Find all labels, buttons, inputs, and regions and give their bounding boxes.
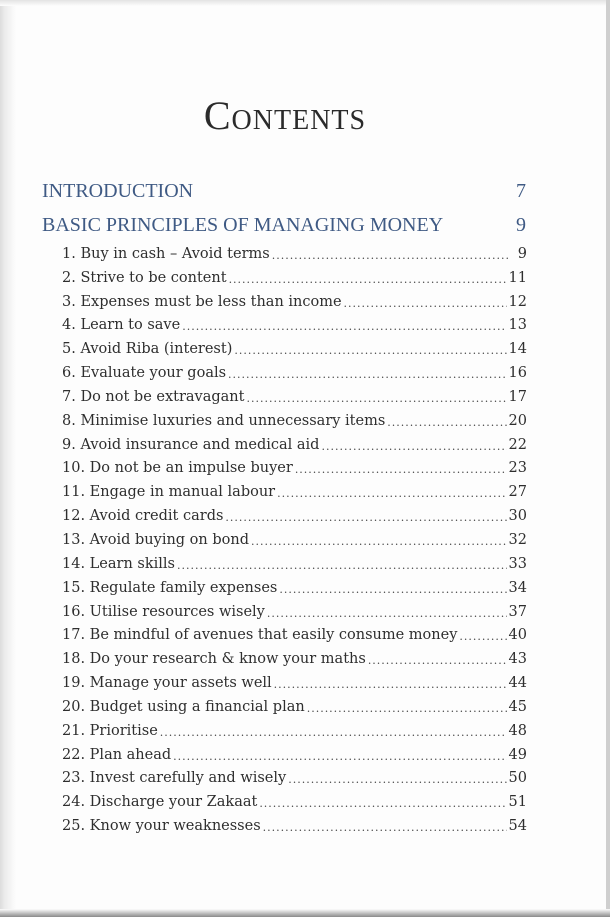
section-title: INTRODUCTION xyxy=(42,180,194,202)
toc-leader-dots xyxy=(229,272,507,288)
toc-entry xyxy=(62,788,527,812)
toc-entry-page: 17 xyxy=(508,388,527,405)
toc-entry xyxy=(62,741,527,765)
toc-entry-label: 10. Do not be an impulse buyer xyxy=(62,460,293,477)
toc-entry-label: 8. Minimise luxuries and unnecessary items xyxy=(62,412,386,429)
page-title: Contents xyxy=(203,93,367,138)
toc-entry xyxy=(62,264,527,288)
toc-entry xyxy=(62,526,527,550)
toc-entry xyxy=(62,645,527,669)
section-title: BASIC PRINCIPLES OF MANAGING MONEY xyxy=(42,214,444,236)
toc-leader-dots xyxy=(321,439,506,455)
toc-entry-page: 40 xyxy=(508,627,527,644)
toc-entry-page: 34 xyxy=(508,579,527,596)
toc-entry-page: 48 xyxy=(508,722,527,739)
toc-leader-dots xyxy=(263,820,507,836)
toc-entry-page: 50 xyxy=(508,770,527,787)
toc-entry xyxy=(62,359,527,383)
toc-leader-dots xyxy=(274,677,507,693)
toc-entry-page: 27 xyxy=(508,484,527,501)
toc-entry-page: 9 xyxy=(517,245,527,262)
toc-entry-label: 19. Manage your assets well xyxy=(62,675,272,692)
toc-entry xyxy=(62,765,527,789)
section-basic-principles xyxy=(42,214,526,242)
toc-entry-page: 11 xyxy=(508,269,527,286)
toc-leader-dots xyxy=(177,558,507,574)
toc-entry-page: 51 xyxy=(508,794,527,811)
toc-entry xyxy=(62,478,527,502)
toc-leader-dots xyxy=(267,606,507,622)
toc-entry-page: 44 xyxy=(508,675,527,692)
toc-leader-dots xyxy=(279,582,506,598)
toc-entry-label: 6. Evaluate your goals xyxy=(62,365,227,382)
toc-entry-label: 12. Avoid credit cards xyxy=(62,508,224,525)
toc-leader-dots xyxy=(234,343,506,359)
section-page-number: 7 xyxy=(516,180,526,202)
section-page-number: 9 xyxy=(516,214,526,236)
toc-entry xyxy=(62,812,527,836)
toc-leader-dots xyxy=(277,486,506,502)
toc-entry xyxy=(62,502,527,526)
toc-entry-page: 16 xyxy=(508,365,527,382)
toc-leader-dots xyxy=(288,772,506,788)
toc-entry xyxy=(62,598,527,622)
page-edge-top xyxy=(0,0,610,6)
toc-leader-dots xyxy=(272,248,511,264)
page-edge-right xyxy=(606,0,610,917)
toc-leader-dots xyxy=(160,725,507,741)
toc-entry xyxy=(62,312,527,336)
toc-entry-page: 22 xyxy=(508,436,527,453)
toc-entry-label: 1. Buy in cash – Avoid terms xyxy=(62,245,270,262)
toc-entry-label: 22. Plan ahead xyxy=(62,746,172,763)
toc-entry-page: 45 xyxy=(508,698,527,715)
toc-entry xyxy=(62,383,527,407)
toc-entry xyxy=(62,574,527,598)
toc-entry-label: 11. Engage in manual labour xyxy=(62,484,276,501)
toc-entry-page: 13 xyxy=(508,317,527,334)
section-introduction xyxy=(42,180,526,208)
toc-entry xyxy=(62,335,527,359)
toc-leader-dots xyxy=(259,796,506,812)
toc-leader-dots xyxy=(225,510,506,526)
toc-leader-dots xyxy=(246,391,506,407)
toc-entry xyxy=(62,550,527,574)
toc-entry-label: 18. Do your research & know your maths xyxy=(62,651,366,668)
toc-leader-dots xyxy=(368,653,507,669)
toc-entry-page: 54 xyxy=(508,818,527,835)
toc-entry xyxy=(62,407,527,431)
toc-entry-page: 20 xyxy=(508,412,527,429)
toc-entry-label: 3. Expenses must be less than income xyxy=(62,293,342,310)
toc-entry-label: 15. Regulate family expenses xyxy=(62,579,278,596)
toc-entry xyxy=(62,240,527,264)
toc-entry xyxy=(62,288,527,312)
toc-leader-dots xyxy=(459,629,506,645)
toc-entry xyxy=(62,693,527,717)
toc-entry-page: 12 xyxy=(508,293,527,310)
toc-entry xyxy=(62,622,527,646)
toc-entry-label: 20. Budget using a financial plan xyxy=(62,698,305,715)
toc-entry xyxy=(62,455,527,479)
toc-entry-page: 43 xyxy=(508,651,527,668)
toc-entry-page: 37 xyxy=(508,603,527,620)
toc-entry-label: 21. Prioritise xyxy=(62,722,158,739)
toc-list xyxy=(62,240,527,836)
toc-entry-label: 7. Do not be extravagant xyxy=(62,388,245,405)
toc-entry-label: 23. Invest carefully and wisely xyxy=(62,770,287,787)
toc-entry-label: 2. Strive to be content xyxy=(62,269,227,286)
toc-leader-dots xyxy=(307,701,507,717)
toc-entry xyxy=(62,669,527,693)
toc-entry xyxy=(62,431,527,455)
toc-entry-label: 14. Learn skills xyxy=(62,555,175,572)
toc-leader-dots xyxy=(344,296,507,312)
toc-entry xyxy=(62,717,527,741)
toc-entry-label: 16. Utilise resources wisely xyxy=(62,603,265,620)
toc-entry-label: 25. Know your weaknesses xyxy=(62,818,261,835)
toc-leader-dots xyxy=(295,462,507,478)
toc-leader-dots xyxy=(387,415,506,431)
toc-entry-label: 24. Discharge your Zakaat xyxy=(62,794,258,811)
toc-entry-page: 23 xyxy=(508,460,527,477)
toc-entry-page: 30 xyxy=(508,508,527,525)
page-edge-bottom xyxy=(0,909,610,917)
toc-entry-label: 9. Avoid insurance and medical aid xyxy=(62,436,320,453)
toc-entry-label: 17. Be mindful of avenues that easily consume money xyxy=(62,627,458,644)
toc-entry-page: 32 xyxy=(508,531,527,548)
toc-entry-page: 49 xyxy=(508,746,527,763)
toc-entry-label: 13. Avoid buying on bond xyxy=(62,531,249,548)
toc-entry-label: 4. Learn to save xyxy=(62,317,181,334)
toc-entry-page: 14 xyxy=(508,341,527,358)
toc-leader-dots xyxy=(173,749,506,765)
toc-leader-dots xyxy=(182,319,506,335)
toc-leader-dots xyxy=(251,534,507,550)
toc-entry-page: 33 xyxy=(508,555,527,572)
toc-entry-label: 5. Avoid Riba (interest) xyxy=(62,341,233,358)
toc-leader-dots xyxy=(228,367,507,383)
